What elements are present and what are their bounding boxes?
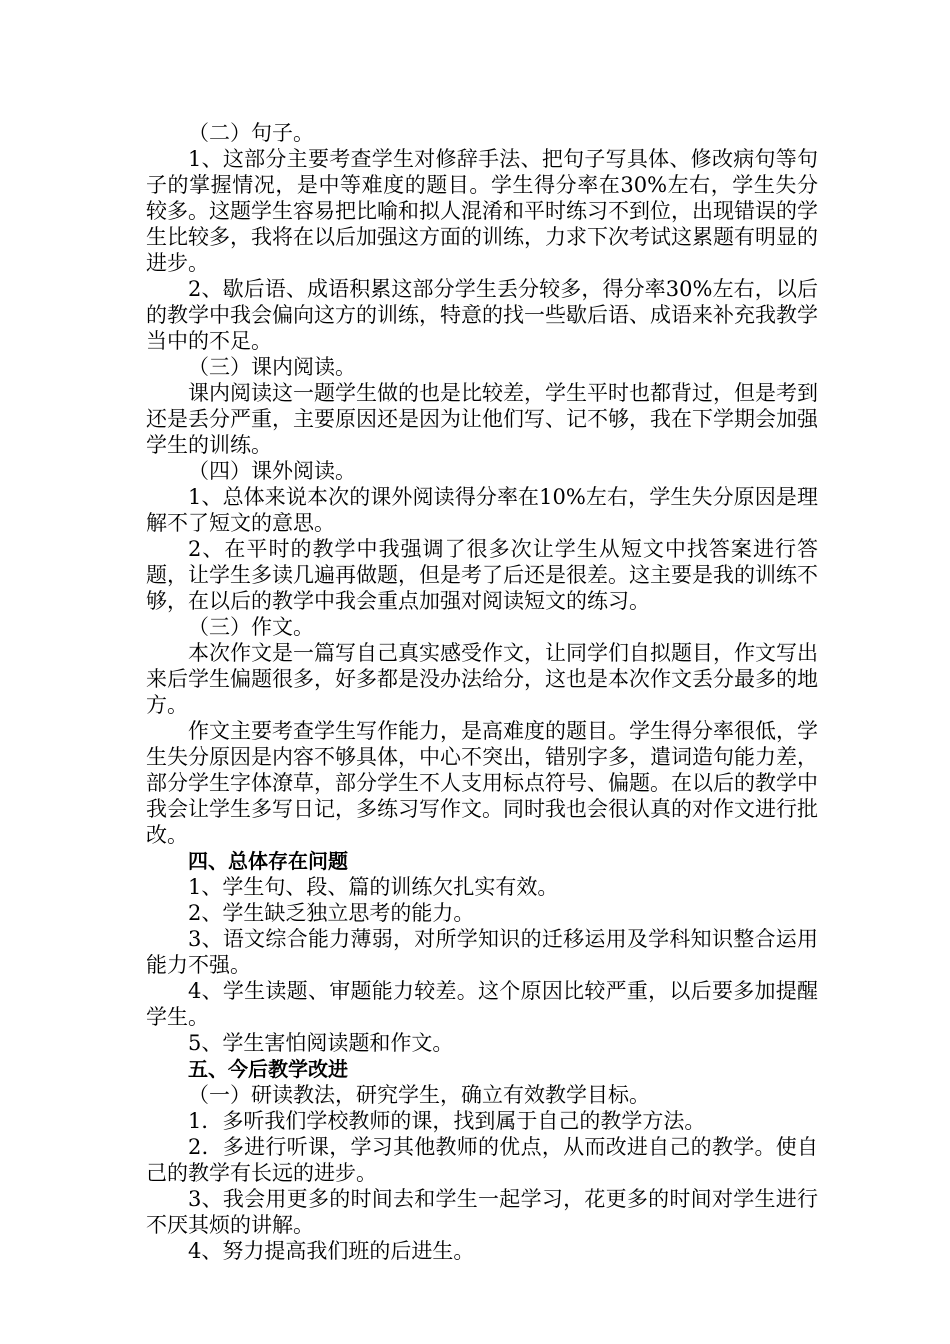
heading-future-improvements: 五、今后教学改进 xyxy=(188,1057,348,1081)
improvement-subheading-1: （一）研读教法，研究学生，确立有效教学目标。 xyxy=(188,1083,650,1107)
problem-item-5: 5、学生害怕阅读题和作文。 xyxy=(188,1031,454,1055)
problem-item-2: 2、学生缺乏独立思考的能力。 xyxy=(188,901,475,925)
section-heading-in-class-reading: （三）课内阅读。 xyxy=(188,355,356,379)
improvement-item-1: 1．多听我们学校教师的课，找到属于自己的教学方法。 xyxy=(188,1109,706,1133)
section-heading-composition: （三）作文。 xyxy=(188,615,314,639)
document-page xyxy=(146,120,818,1264)
paragraph-sentences-1: 1、这部分主要考查学生对修辞手法、把句子写具体、修改病句等句子的掌握情况，是中等难度的题目。学生得分率在30%左右，学生失分较多。这题学生容易把比喻和拟人混淆和平时练习不到位，出现错误的学生比较多，我将在以后加强这方面的训练，力求下次考试这累题有明显的进步。 xyxy=(146,147,818,275)
paragraph-in-class-reading: 课内阅读这一题学生做的也是比较差，学生平时也都背过，但是考到还是丢分严重，主要原因还是因为让他们写、记不够，我在下学期会加强学生的训练。 xyxy=(146,381,818,457)
paragraph-composition-1: 本次作文是一篇写自己真实感受作文，让同学们自拟题目，作文写出来后学生偏题很多，好多都是没办法给分，这也是本次作文丢分最多的地方。 xyxy=(146,641,818,717)
section-heading-sentences: （二）句子。 xyxy=(188,121,314,145)
problem-item-4: 4、学生读题、审题能力较差。这个原因比较严重，以后要多加提醒学生。 xyxy=(146,979,818,1029)
heading-overall-problems: 四、总体存在问题 xyxy=(188,849,348,873)
section-heading-extracurricular-reading: （四）课外阅读。 xyxy=(188,459,356,483)
problem-item-1: 1、学生句、段、篇的训练欠扎实有效。 xyxy=(188,875,559,899)
paragraph-extracurricular-reading-2: 2、在平时的教学中我强调了很多次让学生从短文中找答案进行答题，让学生多读几遍再做题，但是考了后还是很差。这主要是我的训练不够，在以后的教学中我会重点加强对阅读短文的练习。 xyxy=(146,537,818,613)
problem-item-3: 3、语文综合能力薄弱，对所学知识的迁移运用及学科知识整合运用能力不强。 xyxy=(146,927,818,977)
improvement-item-3: 3、我会用更多的时间去和学生一起学习，花更多的时间对学生进行不厌其烦的讲解。 xyxy=(146,1187,818,1237)
paragraph-sentences-2: 2、歇后语、成语积累这部分学生丢分较多，得分率30%左右，以后的教学中我会偏向这方的训练，特意的找一些歇后语、成语来补充我教学当中的不足。 xyxy=(146,277,818,353)
paragraph-extracurricular-reading-1: 1、总体来说本次的课外阅读得分率在10%左右，学生失分原因是理解不了短文的意思。 xyxy=(146,485,818,535)
improvement-item-2: 2．多进行听课，学习其他教师的优点，从而改进自己的教学。使自己的教学有长远的进步。 xyxy=(146,1135,818,1185)
paragraph-composition-2: 作文主要考查学生写作能力，是高难度的题目。学生得分率很低，学生失分原因是内容不够具体，中心不突出，错别字多，遣词造句能力差，部分学生字体潦草，部分学生不人支用标点符号、偏题。在以后的教学中我会让学生多写日记，多练习写作文。同时我也会很认真的对作文进行批改。 xyxy=(146,719,818,847)
improvement-item-4: 4、努力提高我们班的后进生。 xyxy=(188,1239,475,1263)
